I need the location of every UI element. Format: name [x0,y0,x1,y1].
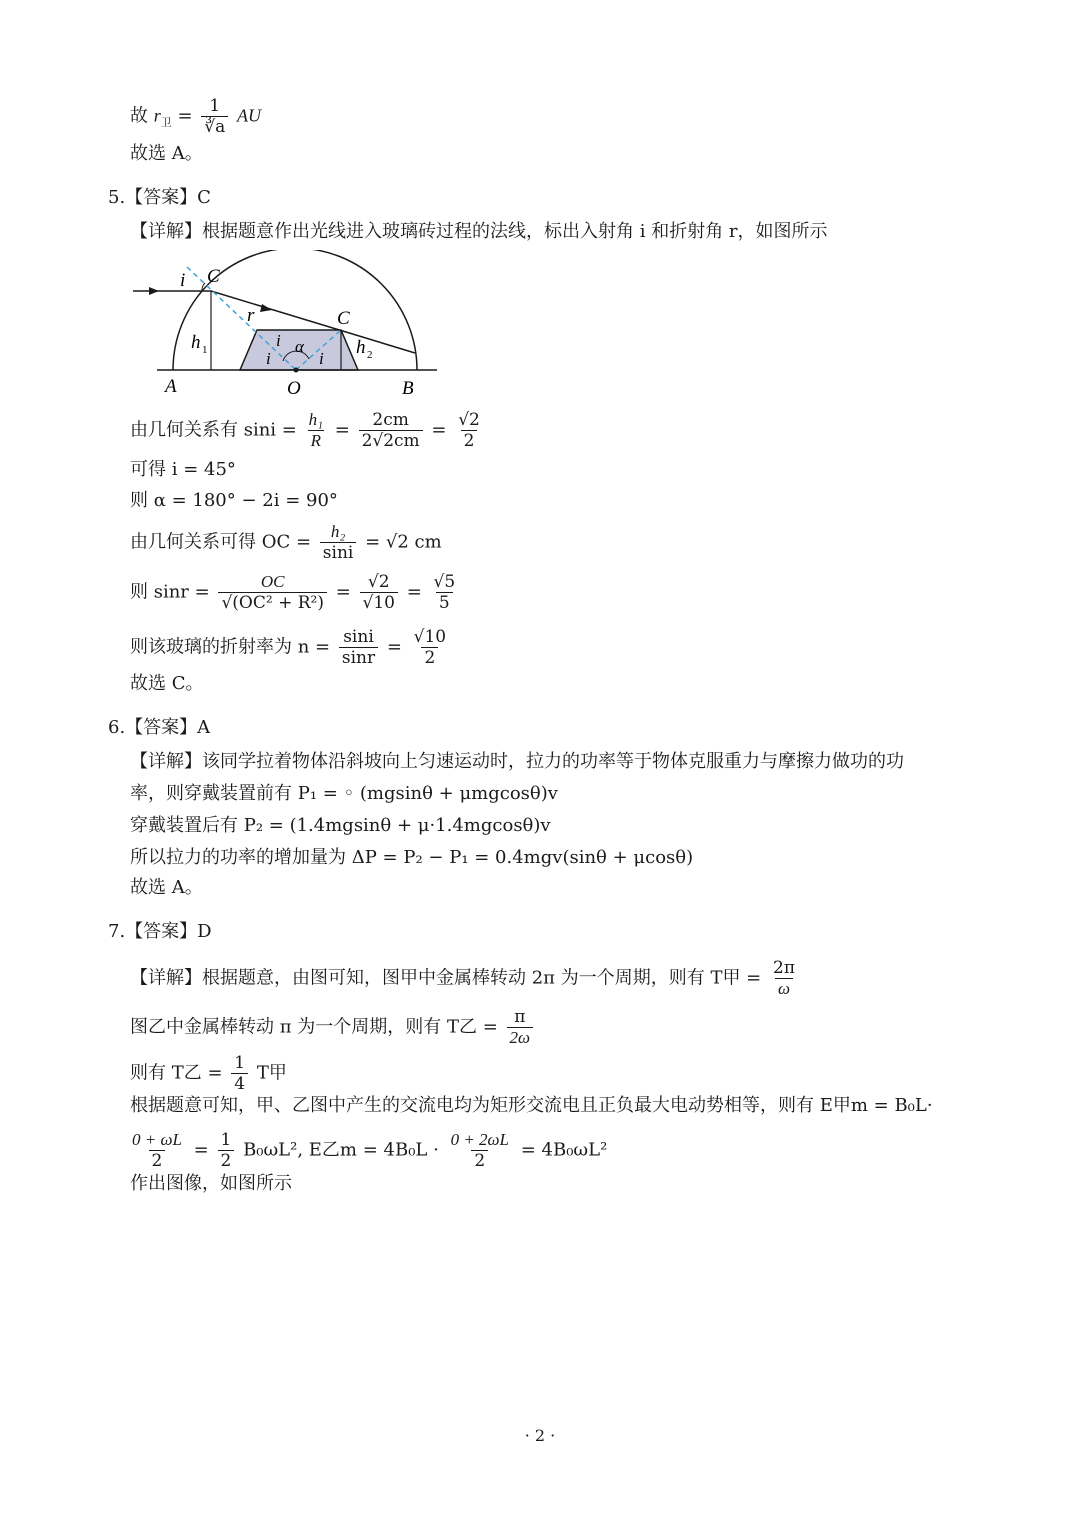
label-alpha: α [295,337,304,356]
fraction [448,1130,512,1171]
fraction [218,1130,235,1171]
label-b: B [402,378,414,399]
numerator: 1 [220,1130,232,1150]
text: B₀ωL², E乙m = 4B₀L · [243,1139,439,1161]
equation-line: 由几何关系有 sini = $\frac{\text{h₁}}{R}$ = $\frac{2cm}{2√2cm}$ = $\frac{√2}{2}$ [130,410,486,451]
text: = [193,1139,209,1161]
text-line: 作出图像，如图所示 [130,1173,292,1194]
denominator: 2 [421,647,438,668]
answer-heading: 5.【答案】C [108,187,211,208]
label-sub: 1 [202,344,208,356]
fraction [218,572,327,613]
denominator: 2 [149,1150,166,1171]
text: 则有 T乙 = [130,1062,223,1084]
text-line [130,1053,287,1094]
page-number: · 2 · [524,1426,556,1445]
label-c: C [207,266,220,287]
label-sub: 2 [367,349,373,361]
math-symbol: AU [236,105,261,126]
equation-line [130,522,442,563]
label-i: i [266,349,271,368]
fraction [431,572,459,613]
fraction [306,410,326,451]
denominator: 2 [461,430,478,451]
numerator: √2 [367,572,390,592]
numerator: OC [260,572,285,591]
denominator: sinr [339,647,378,668]
text: 【详解】根据题意，由图可知，图甲中金属棒转动 2π 为一个周期，则有 T甲 = [130,967,762,989]
numerator: 1 [209,96,221,116]
numerator: √10 [413,627,447,647]
fraction [770,958,798,999]
denominator: 2 [218,1150,235,1171]
label-i: i [276,331,281,350]
math-symbol: r [153,105,161,126]
label-h: h [191,332,201,353]
fraction [201,96,228,137]
numerator: 2cm [372,410,409,430]
label-o: O [287,378,301,399]
fraction [455,410,483,451]
fraction [129,1130,185,1171]
text-line: 故选 A。 [130,877,203,898]
text: 图乙中金属棒转动 π 为一个周期，则有 T乙 = [130,1016,498,1038]
answer-heading: 7.【答案】D [108,921,212,942]
text: 故 [130,105,148,127]
text-line [130,1007,536,1048]
text-line: 故选 A。 [130,143,203,164]
denominator: R [308,430,324,451]
label-i: i [180,270,186,291]
text-line: 故选 C。 [130,673,204,694]
label-h: h [356,337,366,358]
denominator: 2√2cm [359,430,423,451]
fraction [339,627,378,668]
text-line: 率，则穿戴装置前有 P₁ = ◦ (mgsinθ + μmgcosθ)v [130,783,558,804]
subscript: 卫 [160,116,172,130]
text-line [130,958,801,999]
fraction [320,522,357,563]
label-a: A [165,376,177,397]
denominator: 5 [436,592,453,613]
denominator: 2ω [507,1027,534,1048]
fraction [359,410,423,451]
text-line: 所以拉力的功率的增加量为 ΔP = P₂ − P₁ = 0.4mgv(sinθ + μcosθ) [130,847,694,868]
denominator: ω [775,978,793,999]
fraction [507,1007,534,1048]
equation-line: 可得 i = 45° [130,459,236,480]
label-c: C [337,308,350,329]
equation-line: 则该玻璃的折射率为 n = $\frac{\sin i}{\sin r}$ = $\frac{√10}{2}$ [130,627,452,668]
text: = √2 cm [365,531,442,553]
fraction [411,627,449,668]
text: 则 sinr = [130,581,210,603]
text: = 4B₀ωL² [520,1139,608,1161]
text: 则该玻璃的折射率为 n = [130,636,331,658]
denominator: ∛a [201,116,228,137]
text-line: 【详解】根据题意作出光线进入玻璃砖过程的法线，标出入射角 i 和折射角 r，如图所示 [130,221,828,242]
numerator: 0 + ωL [132,1130,182,1149]
text-line: 根据题意可知，甲、乙图中产生的交流电均为矩形交流电且正负最大电动势相等，则有 E甲m = B₀L· [130,1095,933,1116]
text: 由几何关系可得 OC = [130,531,312,553]
arrow-head [260,304,272,312]
equation-line: 则 α = 180° − 2i = 90° [130,490,338,511]
label-r: r [247,305,255,326]
numerator: sini [343,627,374,647]
label-i: i [319,349,324,368]
numerator: 2π [773,958,795,978]
center-point [294,368,299,373]
fraction [360,572,398,613]
arrow-head [149,287,159,295]
text-line: 穿戴装置后有 P₂ = (1.4mgsinθ + μ·1.4mgcosθ)v [130,815,551,836]
denominator: sini [320,542,357,563]
denominator: 2 [471,1150,488,1171]
numerator: √2 [458,410,480,430]
equation-line [126,1130,607,1171]
numerator: 1 [234,1053,246,1073]
denominator: √10 [360,592,398,613]
numerator: 0 + 2ωL [450,1130,509,1149]
refraction-diagram [125,250,465,400]
answer-heading: 6.【答案】A [108,717,211,738]
equation-line: 则 sinr = $\frac{OC}{\text{√(OC² + R²)}}$ = $\frac{√2}{√10}$ = $\frac{√5}{5}$ [130,572,461,613]
numerator: √5 [433,572,456,592]
text-line: 故 $r_卫$ = $\frac{1}{∛a}$ AU [130,96,261,137]
text: 由几何关系有 sini = [130,419,297,441]
text-line: 【详解】该同学拉着物体沿斜坡向上匀速运动时，拉力的功率等于物体克服重力与摩擦力做功的功 [130,751,904,772]
denominator: 4 [231,1073,248,1094]
denominator: √(OC² + R²) [218,592,327,613]
text: T甲 [256,1062,287,1084]
numerator: h₂ [330,522,346,541]
fraction [231,1053,248,1094]
numerator: h₁ [308,410,324,429]
numerator: π [514,1007,526,1027]
